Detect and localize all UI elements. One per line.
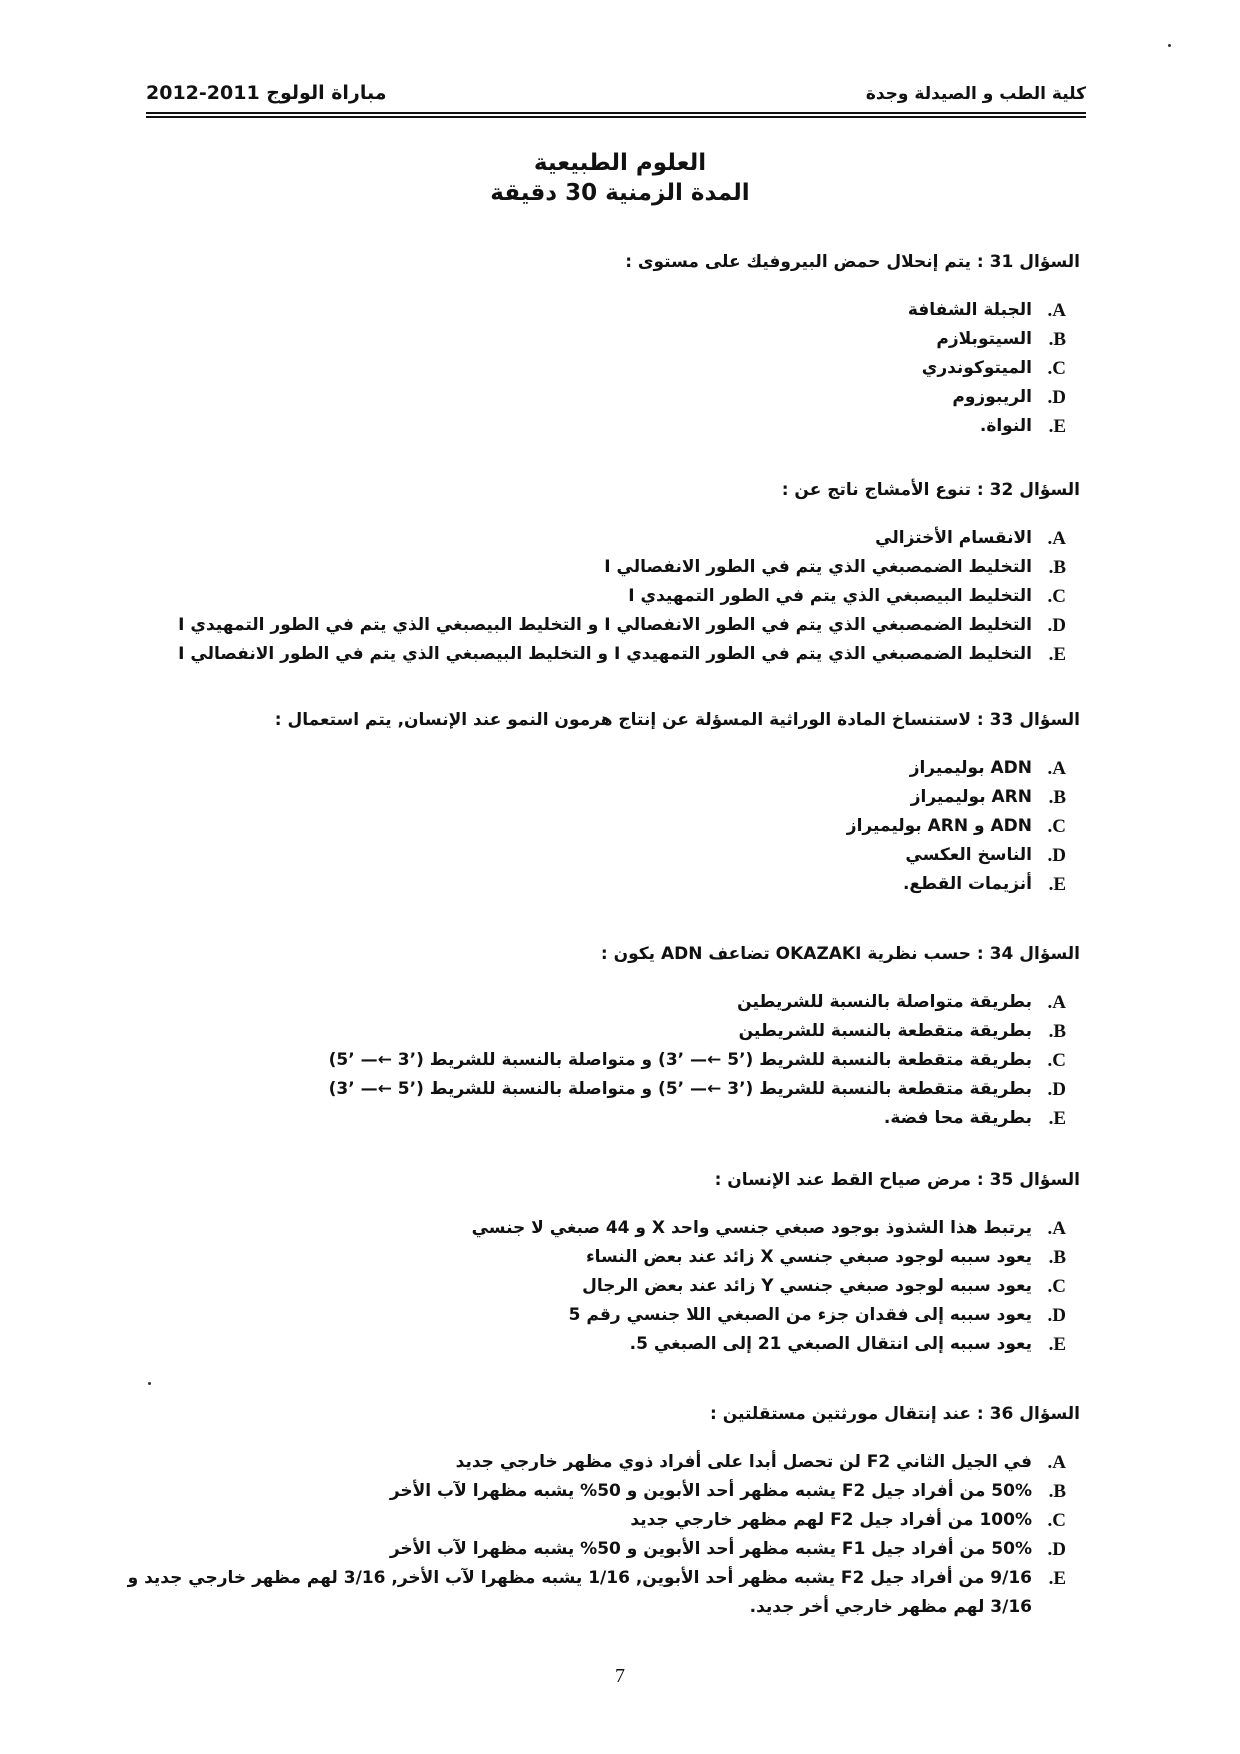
option-a	[120, 754, 1066, 783]
option-a	[120, 1214, 1066, 1243]
question-33	[120, 708, 1080, 899]
option-text: الناسخ العكسي	[905, 845, 1032, 865]
option-text: يعود سببه لوجود صبغي جنسي Y زائد عند بعض الرجال	[582, 1276, 1032, 1296]
option-e	[120, 1104, 1066, 1133]
question-36	[120, 1402, 1080, 1622]
option-e	[120, 1330, 1066, 1359]
page-header	[146, 80, 1086, 118]
option-c	[120, 1506, 1066, 1535]
option-e	[120, 640, 1066, 669]
exam-name: مباراة الولوج 2011-2012	[146, 82, 387, 104]
option-text: بطريقة متقطعة بالنسبة للشريطين	[738, 1021, 1032, 1041]
option-letter: B.	[1048, 787, 1066, 808]
options-list	[120, 524, 1080, 669]
option-letter: D.	[1047, 1305, 1066, 1326]
option-d	[120, 383, 1066, 412]
option-letter: D.	[1047, 615, 1066, 636]
option-letter: D.	[1047, 1079, 1066, 1100]
option-text: ADN و ARN بوليميراز	[846, 816, 1032, 836]
option-c	[120, 582, 1066, 611]
option-letter: D.	[1047, 845, 1066, 866]
options-list	[120, 1448, 1080, 1622]
option-c	[120, 354, 1066, 383]
option-text: بطريقة محا فضة.	[883, 1108, 1032, 1128]
scan-speck	[1168, 44, 1171, 47]
option-c	[120, 1046, 1066, 1075]
option-letter: B.	[1048, 1021, 1066, 1042]
question-text: السؤال 36 : عند إنتقال مورثتين مستقلتين :	[710, 1404, 1080, 1424]
option-text: ADN بوليميراز	[909, 758, 1032, 778]
option-c	[120, 812, 1066, 841]
option-letter: C.	[1047, 586, 1066, 607]
option-text: يعود سببه إلى انتقال الصبغي 21 إلى الصبغي 5.	[629, 1334, 1032, 1354]
option-text: ARN بوليميراز	[910, 787, 1032, 807]
question-text: السؤال 34 : حسب نظرية OKAZAKI تضاعف ADN يكون :	[600, 944, 1080, 964]
option-text: 50% من أفراد جيل F2 يشبه مظهر أحد الأبوين و 50% يشبه مظهرا لآب الأخر	[389, 1481, 1032, 1501]
page-title: العلوم الطبيعية	[533, 150, 707, 176]
option-b	[120, 1017, 1066, 1046]
option-text: بطريقة متقطعة بالنسبة للشريط (’3 ←— ’5) و متواصلة بالنسبة للشريط (’5 ←— ’3)	[328, 1079, 1032, 1099]
option-b	[120, 1243, 1066, 1272]
option-e	[120, 412, 1066, 441]
option-text: 50% من أفراد جيل F1 يشبه مظهر أحد الأبوين و 50% يشبه مظهرا لآب الأخر	[389, 1539, 1032, 1559]
options-list	[120, 988, 1080, 1133]
option-b	[120, 553, 1066, 582]
option-d	[120, 611, 1066, 640]
option-text: يعود سببه إلى فقدان جزء من الصبغي اللا جنسي رقم 5	[568, 1305, 1032, 1325]
option-letter: E.	[1048, 1568, 1066, 1589]
option-text: التخليط الضمصبغي الذي يتم في الطور التمهيدي I و التخليط البيصبغي الذي يتم في الطور الانفصالي I	[178, 644, 1032, 664]
options-list	[120, 296, 1080, 441]
question-text: السؤال 31 : يتم إنحلال حمض البيروفيك على مستوى :	[625, 252, 1080, 272]
option-letter: A.	[1047, 1452, 1066, 1473]
option-letter: A.	[1047, 528, 1066, 549]
option-text: 100% من أفراد جيل F2 لهم مظهر خارجي جديد	[630, 1510, 1032, 1530]
option-d	[120, 1075, 1066, 1104]
option-a	[120, 524, 1066, 553]
option-letter: A.	[1047, 1218, 1066, 1239]
option-e	[120, 1564, 1066, 1622]
option-text: 9/16 من أفراد جيل F2 يشبه مظهر أحد الأبوين, 1/16 يشبه مظهرا لآب الأخر, 3/16 لهم مظهر خارجي جديد و 3/16 لهم مظهر خارجي أخر جديد.	[127, 1568, 1032, 1617]
option-letter: C.	[1047, 358, 1066, 379]
option-b	[120, 1477, 1066, 1506]
option-letter: E.	[1048, 1108, 1066, 1129]
option-c	[120, 1272, 1066, 1301]
option-text: الانقسام الأختزالي	[875, 528, 1032, 548]
option-letter: C.	[1047, 1510, 1066, 1531]
page-titles	[0, 150, 1240, 206]
option-d	[120, 1535, 1066, 1564]
option-letter: B.	[1048, 1481, 1066, 1502]
option-letter: C.	[1047, 816, 1066, 837]
option-letter: A.	[1047, 300, 1066, 321]
option-text: أنزيمات القطع.	[902, 874, 1032, 894]
option-text: النواة.	[979, 416, 1032, 436]
option-letter: B.	[1048, 557, 1066, 578]
option-d	[120, 841, 1066, 870]
option-text: الريبوزوم	[952, 387, 1032, 407]
option-letter: D.	[1047, 1539, 1066, 1560]
question-32	[120, 478, 1080, 669]
question-35	[120, 1168, 1080, 1359]
option-letter: E.	[1048, 416, 1066, 437]
option-letter: E.	[1048, 1334, 1066, 1355]
question-text: السؤال 33 : لاستنساخ المادة الوراثية المسؤلة عن إنتاج هرمون النمو عند الإنسان, يتم استعمال :	[274, 710, 1080, 730]
option-letter: E.	[1048, 644, 1066, 665]
option-text: بطريقة متواصلة بالنسبة للشريطين	[737, 992, 1032, 1012]
option-letter: D.	[1047, 387, 1066, 408]
option-a	[120, 988, 1066, 1017]
option-letter: B.	[1048, 1247, 1066, 1268]
option-b	[120, 783, 1066, 812]
option-text: السيتوبلازم	[936, 329, 1032, 349]
option-letter: C.	[1047, 1050, 1066, 1071]
page-number: 7	[615, 1665, 625, 1687]
option-text: التخليط الضمصبغي الذي يتم في الطور الانفصالي I و التخليط البيصبغي الذي يتم في الطور التمهيدي I	[178, 615, 1032, 635]
option-letter: C.	[1047, 1276, 1066, 1297]
option-letter: B.	[1048, 329, 1066, 350]
question-text: السؤال 32 : تنوع الأمشاج ناتج عن :	[781, 480, 1080, 500]
option-a	[120, 1448, 1066, 1477]
option-text: التخليط الضمصبغي الذي يتم في الطور الانفصالي I	[604, 557, 1032, 577]
option-text: يعود سببه لوجود صبغي جنسي X زائد عند بعض النساء	[585, 1247, 1032, 1267]
option-text: يرتبط هذا الشذوذ بوجود صبغي جنسي واحد X و 44 صبغي لا جنسي	[471, 1218, 1032, 1238]
option-a	[120, 296, 1066, 325]
option-text: التخليط البيصبغي الذي يتم في الطور التمهيدي I	[628, 586, 1032, 606]
options-list	[120, 1214, 1080, 1359]
option-e	[120, 870, 1066, 899]
option-text: بطريقة متقطعة بالنسبة للشريط (’5 ←— ’3) و متواصلة بالنسبة للشريط (’3 ←— ’5)	[328, 1050, 1032, 1070]
option-letter: A.	[1047, 992, 1066, 1013]
option-text: في الجيل الثاني F2 لن تحصل أبدا على أفراد ذوي مظهر خارجي جديد	[455, 1452, 1032, 1472]
scan-speck	[148, 1382, 151, 1385]
option-text: الميتوكوندري	[921, 358, 1032, 378]
option-letter: A.	[1047, 758, 1066, 779]
faculty-name: كلية الطب و الصيدلة وجدة	[865, 84, 1086, 104]
options-list	[120, 754, 1080, 899]
option-d	[120, 1301, 1066, 1330]
duration: المدة الزمنية 30 دقيقة	[490, 180, 750, 206]
option-text: الجبلة الشفافة	[907, 300, 1032, 320]
option-letter: E.	[1048, 874, 1066, 895]
question-text: السؤال 35 : مرض صياح القط عند الإنسان :	[714, 1170, 1080, 1190]
question-34	[120, 942, 1080, 1133]
option-b	[120, 325, 1066, 354]
question-31	[120, 250, 1080, 441]
